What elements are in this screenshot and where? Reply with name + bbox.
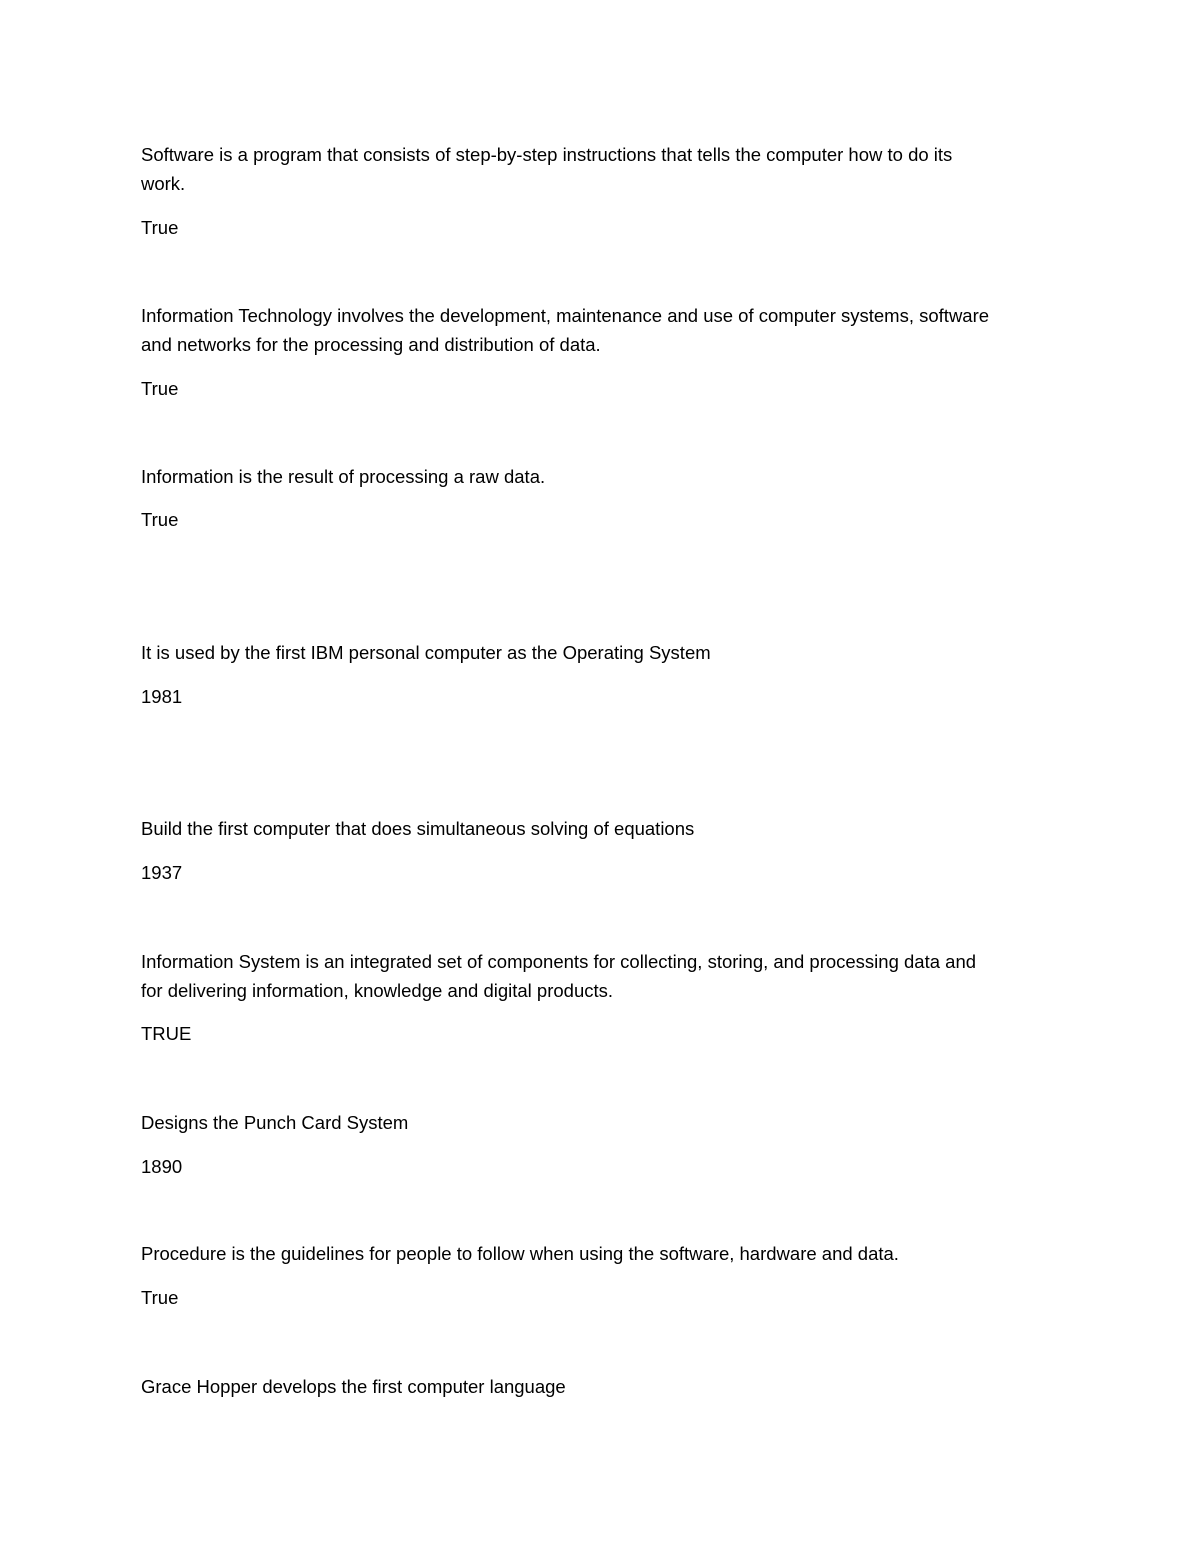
- answer-4: 1981: [141, 686, 183, 707]
- answer-8: True: [141, 1287, 179, 1308]
- question-2-line-2: and networks for the processing and distribution of data.: [141, 334, 601, 355]
- question-8-line-1: Procedure is the guidelines for people to follow when using the software, hardware and data.: [141, 1243, 899, 1264]
- question-6-line-1: Information System is an integrated set of components for collecting, storing, and processing data and: [141, 951, 977, 972]
- question-6-line-2: for delivering information, knowledge and digital products.: [141, 980, 614, 1001]
- question-4-line-1: It is used by the first IBM personal computer as the Operating System: [141, 642, 711, 663]
- question-2-line-1: Information Technology involves the development, maintenance and use of computer systems, software: [141, 305, 990, 326]
- answer-7: 1890: [141, 1156, 183, 1177]
- answer-2: True: [141, 378, 179, 399]
- question-5-line-1: Build the first computer that does simultaneous solving of equations: [141, 818, 695, 839]
- question-1-line-2: work.: [141, 173, 186, 194]
- question-3-line-1: Information is the result of processing a raw data.: [141, 466, 546, 487]
- answer-3: True: [141, 509, 179, 530]
- question-1-line-1: Software is a program that consists of step-by-step instructions that tells the computer how to do its: [141, 144, 953, 165]
- answer-6: TRUE: [141, 1023, 192, 1044]
- question-7-line-1: Designs the Punch Card System: [141, 1112, 409, 1133]
- answer-1: True: [141, 217, 179, 238]
- question-9-line-1: Grace Hopper develops the first computer language: [141, 1376, 566, 1397]
- answer-5: 1937: [141, 862, 183, 883]
